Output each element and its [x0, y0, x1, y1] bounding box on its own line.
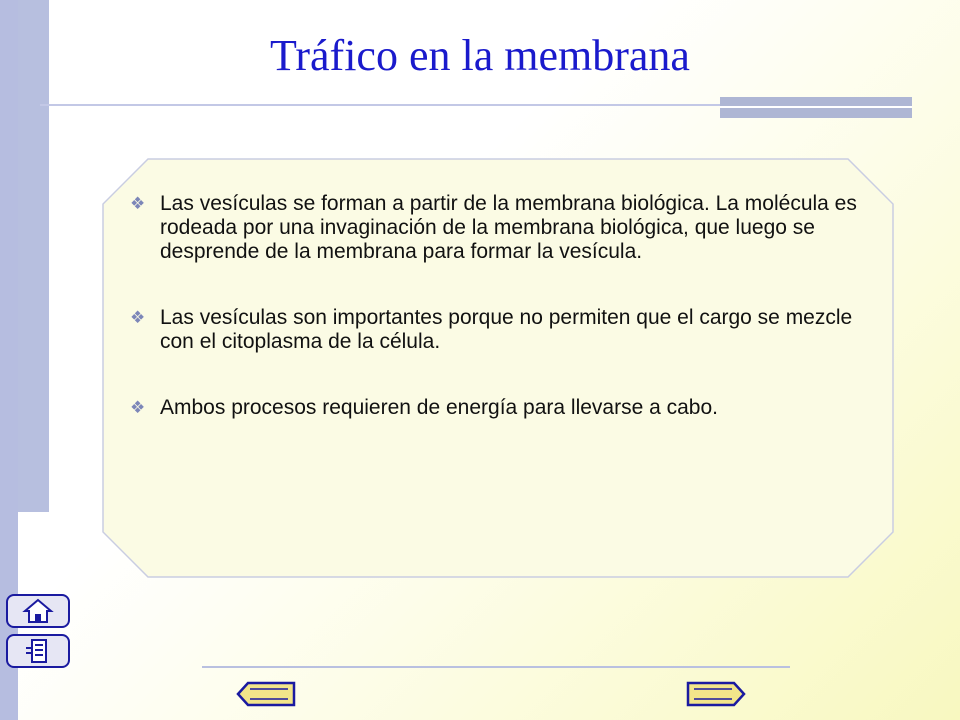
bullet-list — [130, 192, 870, 462]
title-accent-line — [720, 106, 912, 108]
diamond-star-icon: ❖ — [130, 308, 146, 327]
document-icon — [8, 636, 68, 666]
document-button[interactable] — [6, 634, 70, 668]
footer-divider — [202, 666, 790, 668]
previous-slide-button[interactable] — [236, 680, 296, 708]
bullet-item — [130, 192, 870, 264]
bullet-item — [130, 306, 870, 354]
bullet-item — [130, 396, 870, 420]
bullet-text: Las vesículas son importantes porque no permiten que el cargo se mezcle con el citoplasma de la célula. — [160, 306, 853, 353]
arrow-right-icon — [686, 680, 746, 708]
home-button[interactable] — [6, 594, 70, 628]
home-icon — [8, 596, 68, 626]
next-slide-button[interactable] — [686, 680, 746, 708]
arrow-left-icon — [236, 680, 296, 708]
bullet-text: Las vesículas se forman a partir de la membrana biológica. La molécula es rodeada por una invaginación de la membrana biológica, que luego se desprende de la membrana para formar la vesícula. — [160, 192, 857, 263]
diamond-star-icon: ❖ — [130, 398, 146, 417]
slide-title: Tráfico en la membrana — [270, 31, 690, 80]
diamond-star-icon: ❖ — [130, 194, 146, 213]
bullet-text: Ambos procesos requieren de energía para llevarse a cabo. — [160, 396, 718, 419]
